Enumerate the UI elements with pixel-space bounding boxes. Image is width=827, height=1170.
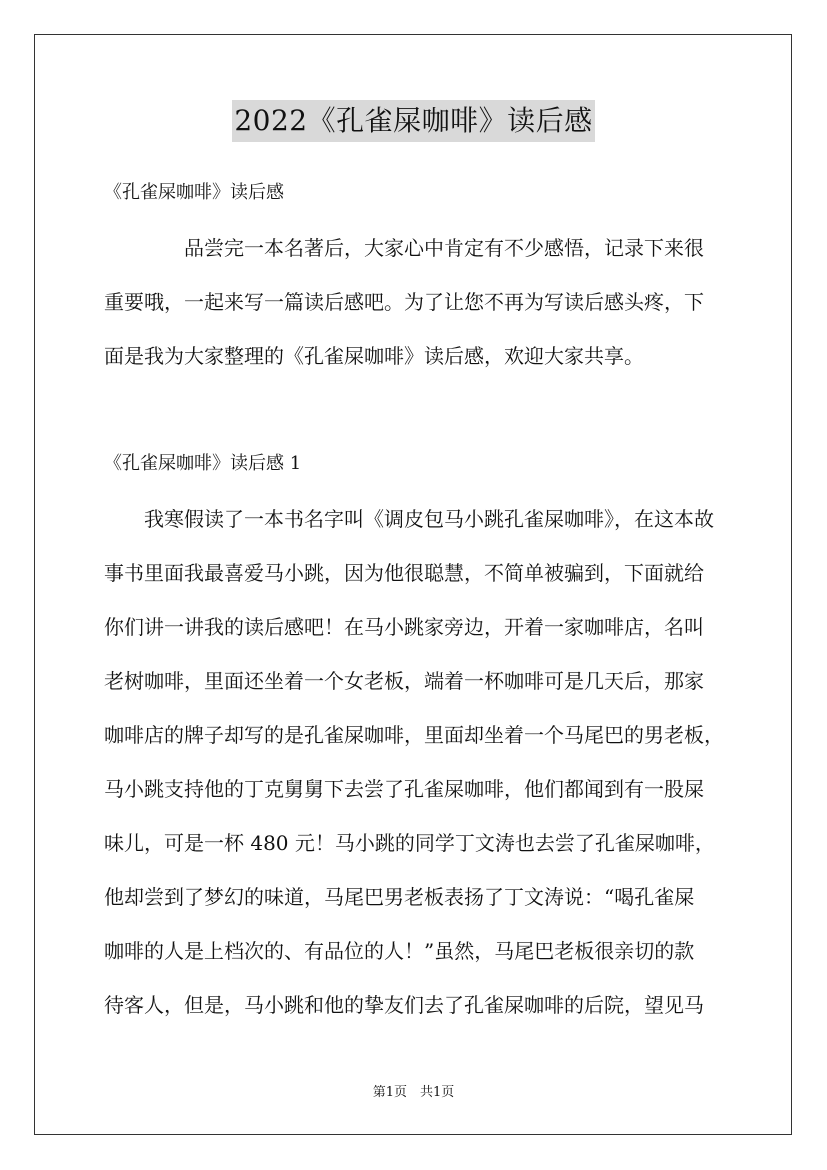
section1-line-3: 你们讲一讲我的读后感吧！在马小跳家旁边，开着一家咖啡店，名叫 [104, 615, 704, 639]
section1-line-6: 马小跳支持他的丁克舅舅下去尝了孔雀屎咖啡，他们都闻到有一股屎 [104, 777, 704, 801]
intro-line-1: 品尝完一本名著后，大家心中肯定有不少感悟，记录下来很 [104, 236, 704, 260]
section1-line-10: 待客人，但是，马小跳和他的挚友们去了孔雀屎咖啡的后院，望见马 [104, 993, 704, 1017]
section1-line-1: 我寒假读了一本书名字叫《调皮包马小跳孔雀屎咖啡》，在这本故 [104, 507, 714, 531]
section1-line-8: 他却尝到了梦幻的味道，马尾巴男老板表扬了丁文涛说：“喝孔雀屎 [104, 885, 695, 909]
title-container [0, 100, 827, 142]
section1-line-5: 咖啡店的牌子却写的是孔雀屎咖啡，里面却坐着一个马尾巴的男老板， [104, 723, 724, 747]
section1-line-7: 味儿，可是一杯 480 元！马小跳的同学丁文涛也去尝了孔雀屎咖啡， [104, 831, 715, 855]
section1-heading: 《孔雀屎咖啡》读后感 1 [104, 453, 302, 474]
document-title: 2022《孔雀屎咖啡》读后感 [232, 100, 594, 142]
intro-heading: 《孔雀屎咖啡》读后感 [104, 182, 284, 203]
intro-line-3: 面是我为大家整理的《孔雀屎咖啡》读后感，欢迎大家共享。 [104, 344, 644, 368]
section1-line-2: 事书里面我最喜爱马小跳，因为他很聪慧，不简单被骗到，下面就给 [104, 561, 704, 585]
section1-line-9: 咖啡的人是上档次的、有品位的人！”虽然，马尾巴老板很亲切的款 [104, 939, 695, 963]
page-footer: 第1页 共1页 [372, 1085, 455, 1100]
section1-line-4: 老树咖啡，里面还坐着一个女老板，端着一杯咖啡可是几天后，那家 [104, 669, 704, 693]
intro-line-2: 重要哦，一起来写一篇读后感吧。为了让您不再为写读后感头疼，下 [104, 290, 704, 314]
